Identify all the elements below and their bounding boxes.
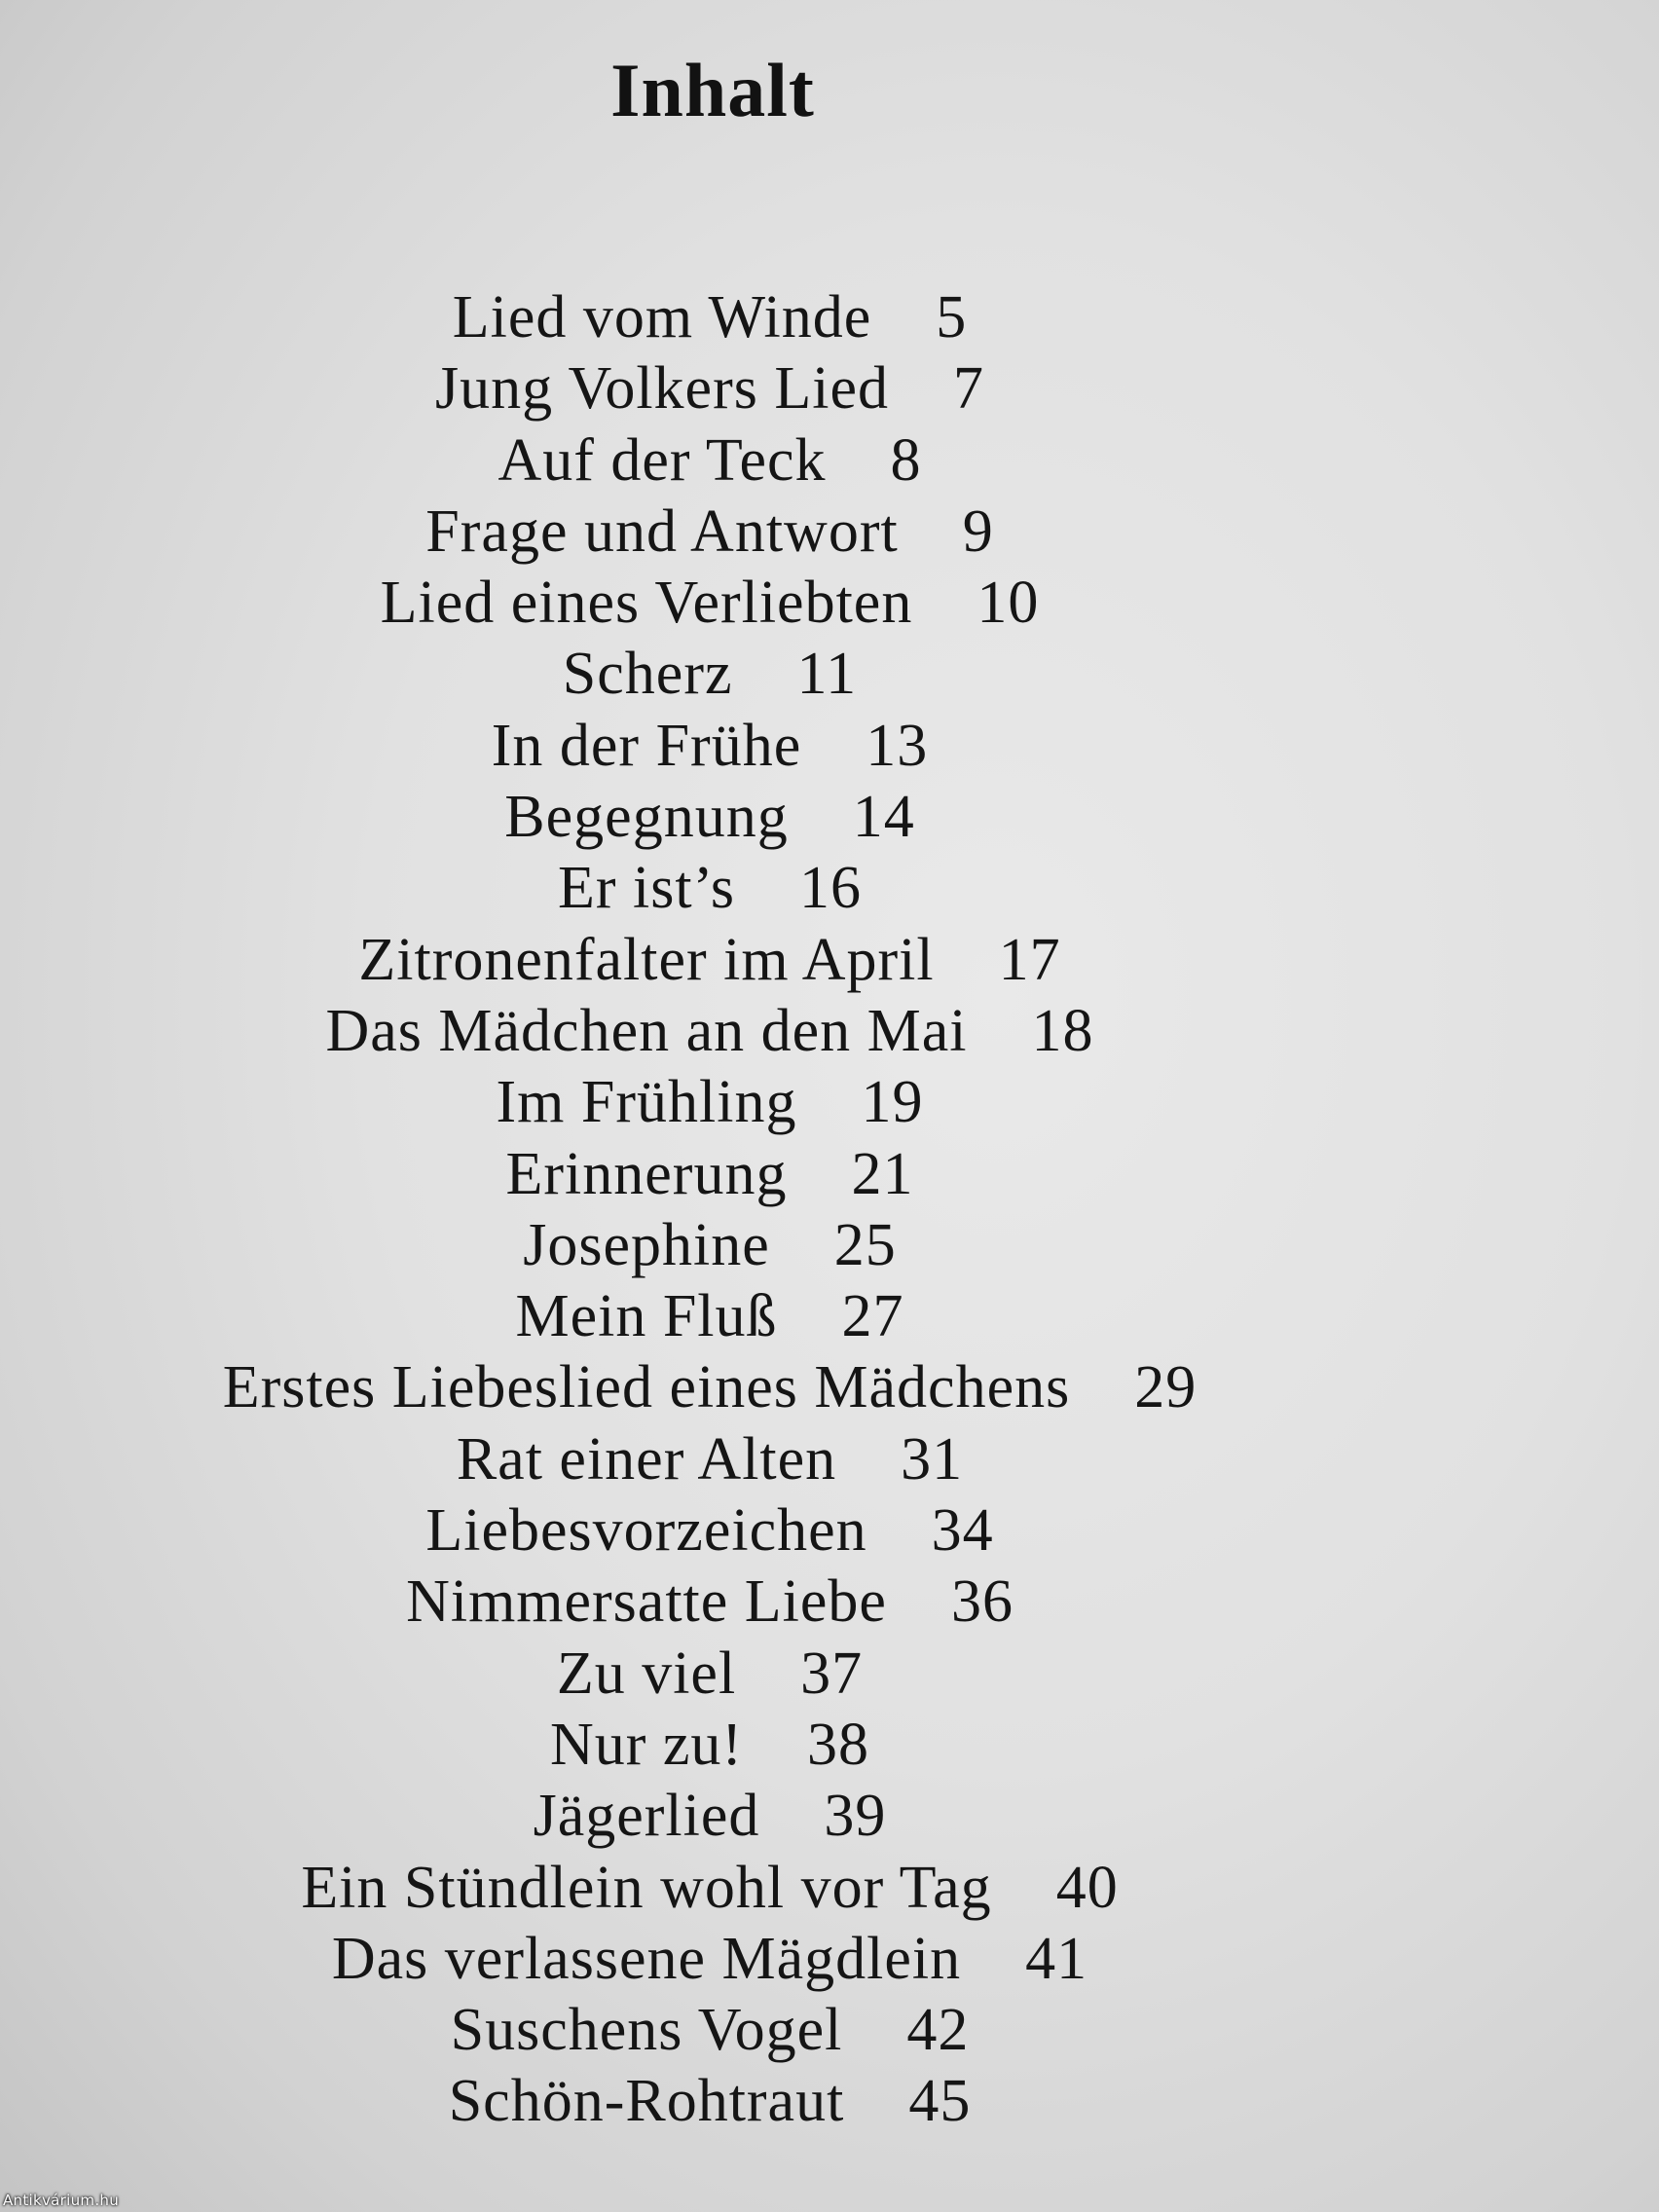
entry-title: Liebesvorzeichen [425, 1497, 867, 1565]
entry-title: Zitronenfalter im April [358, 926, 935, 993]
entry-title: Scherz [562, 641, 733, 708]
toc-entry [0, 1210, 1419, 1281]
toc-entry [0, 925, 1419, 996]
entry-title: Das verlassene Mägdlein [331, 1925, 962, 1992]
toc-entry [0, 782, 1419, 853]
toc-entry [0, 2066, 1419, 2137]
entry-title: Josephine [523, 1211, 770, 1278]
entry-title: Jägerlied [533, 1783, 760, 1850]
page-title: Inhalt [610, 48, 815, 132]
toc-entry [0, 996, 1419, 1067]
entry-title: Nimmersatte Liebe [406, 1568, 887, 1636]
entry-title: Lied vom Winde [452, 284, 872, 350]
entry-title: Lied eines Verliebten [380, 570, 913, 637]
entry-title: Rat einer Alten [456, 1425, 837, 1493]
entry-page-number: 37 [800, 1640, 864, 1707]
entry-page-number: 42 [906, 1997, 970, 2064]
toc-entry [0, 282, 1419, 353]
entry-title: Das Mädchen an den Mai [325, 997, 968, 1064]
toc-entry [0, 425, 1419, 497]
entry-page-number: 34 [931, 1497, 994, 1565]
entry-page-number: 14 [852, 784, 915, 851]
entry-page-number: 39 [824, 1783, 887, 1850]
entry-page-number: 29 [1134, 1354, 1198, 1421]
entry-title: Auf der Teck [498, 426, 827, 494]
entry-page-number: 38 [807, 1711, 870, 1778]
entry-title: Erinnerung [505, 1140, 788, 1207]
toc-entry [0, 853, 1419, 924]
entry-page-number: 31 [901, 1425, 964, 1493]
toc-entry [0, 639, 1419, 710]
toc-entry [0, 1924, 1419, 1995]
entry-page-number: 40 [1055, 1854, 1119, 1921]
toc-entry [0, 1424, 1419, 1495]
entry-title: Er ist’s [558, 855, 735, 922]
entry-page-number: 10 [977, 570, 1040, 637]
entry-page-number: 19 [861, 1069, 924, 1136]
entry-title: Mein Fluß [515, 1283, 778, 1350]
entry-page-number: 25 [833, 1211, 897, 1278]
toc-entry [0, 353, 1419, 424]
toc-entry [0, 1853, 1419, 1924]
entry-page-number: 17 [998, 926, 1061, 993]
entry-page-number: 11 [796, 641, 858, 708]
toc-entry [0, 1567, 1419, 1638]
table-of-contents [0, 282, 1419, 2138]
entry-page-number: 8 [890, 426, 922, 494]
toc-entry [0, 1067, 1419, 1138]
entry-page-number: 21 [851, 1140, 914, 1207]
toc-entry [0, 711, 1419, 782]
entry-page-number: 41 [1025, 1925, 1088, 1992]
toc-entry [0, 497, 1419, 568]
watermark: Antikvárium.hu [3, 2192, 120, 2209]
entry-title: Nur zu! [549, 1711, 744, 1778]
entry-title: Schön-Rohtraut [448, 2068, 845, 2135]
entry-page-number: 45 [908, 2068, 972, 2135]
entry-page-number: 27 [841, 1283, 904, 1350]
toc-entry [0, 1639, 1419, 1710]
toc-entry [0, 1139, 1419, 1210]
entry-title: Begegnung [504, 784, 789, 851]
entry-title: Im Frühling [496, 1069, 797, 1136]
toc-entry [0, 568, 1419, 639]
entry-page-number: 5 [936, 284, 968, 350]
toc-entry [0, 1995, 1419, 2066]
entry-title: Frage und Antwort [425, 498, 899, 565]
entry-title: Jung Volkers Lied [435, 355, 889, 423]
entry-page-number: 18 [1031, 997, 1094, 1064]
entry-page-number: 36 [950, 1568, 1014, 1636]
entry-title: Zu viel [556, 1640, 737, 1707]
toc-entry [0, 1352, 1419, 1423]
toc-entry [0, 1281, 1419, 1352]
toc-entry [0, 1710, 1419, 1781]
toc-entry [0, 1781, 1419, 1852]
entry-title: Suschens Vogel [450, 1997, 843, 2064]
entry-title: Erstes Liebeslied eines Mädchens [222, 1354, 1071, 1421]
entry-page-number: 16 [798, 855, 862, 922]
entry-title: Ein Stündlein wohl vor Tag [301, 1854, 992, 1921]
entry-page-number: 7 [952, 355, 984, 423]
entry-title: In der Frühe [491, 712, 802, 779]
toc-entry [0, 1495, 1419, 1567]
entry-page-number: 13 [866, 712, 929, 779]
entry-page-number: 9 [962, 498, 994, 565]
